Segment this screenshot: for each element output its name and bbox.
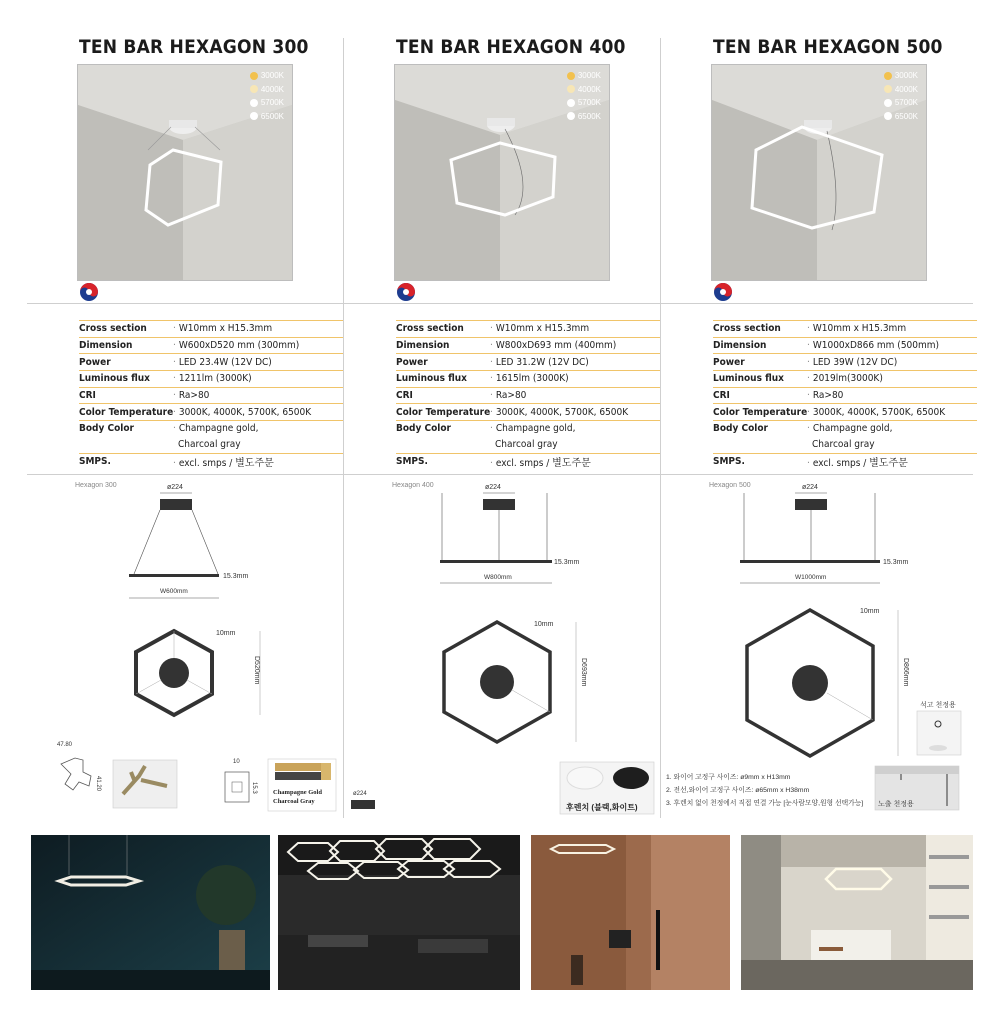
spec-table: Cross section · W10mm x H15.3mm Dimension · W1000xD866 mm (500mm) Power · LED 39W (12V DC) Luminous flux · 2019lm(3000K) CRI · Ra>80 Color Temperature · 3000K, 4000K, 5700K, 6500K Body Color · Champagne gold, Charcoal gray SMPS. · excl. smps / 별도주문	[713, 320, 977, 469]
svg-text:ø224: ø224	[167, 484, 183, 491]
svg-text:Hexagon 300: Hexagon 300	[75, 482, 117, 489]
svg-text:Charcoal Gray: Charcoal Gray	[273, 798, 315, 805]
svg-text:D693mm: D693mm	[580, 658, 587, 687]
product-column-400	[344, 30, 660, 810]
product-photo	[711, 64, 927, 281]
svg-text:Hexagon 500: Hexagon 500	[709, 482, 751, 489]
product-photo	[77, 64, 293, 281]
technical-drawing	[661, 476, 977, 816]
product-title: TEN BAR HEXAGON 500	[713, 36, 943, 58]
technical-drawing	[27, 476, 343, 816]
svg-text:1. 와이어 고정구 사이즈: ø9mm x H13mm: 1. 와이어 고정구 사이즈: ø9mm x H13mm	[666, 774, 791, 781]
svg-text:2. 전선,와이어 고정구 사이즈: ø65mm x H3: 2. 전선,와이어 고정구 사이즈: ø65mm x H38mm	[666, 787, 810, 794]
color-temp-legend: 3000K 4000K 5700K 6500K	[884, 69, 918, 123]
kc-certification-icon	[396, 282, 416, 302]
svg-text:D520mm: D520mm	[253, 656, 260, 685]
color-temp-legend: 3000K 4000K 5700K 6500K	[567, 69, 601, 123]
kc-certification-icon	[79, 282, 99, 302]
product-column-500	[661, 30, 977, 810]
svg-text:ø224: ø224	[485, 484, 501, 491]
svg-text:노출 천정용: 노출 천정용	[878, 801, 914, 808]
svg-text:W1000mm: W1000mm	[795, 574, 827, 581]
svg-text:석고 천정용: 석고 천정용	[920, 702, 956, 709]
svg-text:ø224: ø224	[353, 791, 367, 797]
product-title: TEN BAR HEXAGON 400	[396, 36, 626, 58]
product-column-300	[27, 30, 343, 810]
technical-drawing	[344, 476, 660, 816]
spec-table: Cross section · W10mm x H15.3mm Dimension · W800xD693 mm (400mm) Power · LED 31.2W (12V DC) Luminous flux · 1615lm (3000K) CRI · Ra>80 Color Temperature · 3000K, 4000K, 5700K, 6500K Body Color · Champagne gold, Charcoal gray SMPS. · excl. smps / 별도주문	[396, 320, 660, 469]
svg-text:Champagne Gold: Champagne Gold	[273, 789, 322, 796]
svg-text:10: 10	[233, 759, 240, 765]
application-photo-1	[31, 835, 270, 990]
svg-text:10mm: 10mm	[216, 630, 236, 637]
svg-text:15.3mm: 15.3mm	[554, 559, 580, 566]
svg-text:ø224: ø224	[802, 484, 818, 491]
product-photo	[394, 64, 610, 281]
svg-text:3. 후렌치 없이 천정에서 직접 연결 가능 [눈사람모양: 3. 후렌치 없이 천정에서 직접 연결 가능 [눈사람모양,원형 선택가능]	[666, 800, 864, 807]
svg-text:W600mm: W600mm	[160, 588, 188, 595]
color-temp-legend: 3000K 4000K 5700K 6500K	[250, 69, 284, 123]
kc-certification-icon	[713, 282, 733, 302]
svg-text:10mm: 10mm	[534, 621, 554, 628]
svg-text:15.3mm: 15.3mm	[223, 573, 249, 580]
spec-table: Cross section · W10mm x H15.3mm Dimension · W600xD520 mm (300mm) Power · LED 23.4W (12V DC) Luminous flux · 1211lm (3000K) CRI · Ra>80 Color Temperature · 3000K, 4000K, 5700K, 6500K Body Color · Champagne gold, Charcoal gray SMPS. · excl. smps / 별도주문	[79, 320, 343, 469]
application-photo-3	[531, 835, 730, 990]
svg-text:후렌치 (블랙,화이트): 후렌치 (블랙,화이트)	[566, 803, 638, 812]
svg-text:15.3mm: 15.3mm	[883, 559, 909, 566]
svg-text:Hexagon 400: Hexagon 400	[392, 482, 434, 489]
svg-text:47.80: 47.80	[57, 742, 73, 748]
svg-text:W800mm: W800mm	[484, 574, 512, 581]
svg-text:D866mm: D866mm	[902, 658, 909, 687]
svg-text:10mm: 10mm	[860, 608, 880, 615]
svg-text:15.3: 15.3	[251, 782, 257, 794]
application-photo-2	[278, 835, 520, 990]
application-photo-4	[741, 835, 973, 990]
product-title: TEN BAR HEXAGON 300	[79, 36, 309, 58]
svg-text:41.20: 41.20	[95, 776, 101, 792]
